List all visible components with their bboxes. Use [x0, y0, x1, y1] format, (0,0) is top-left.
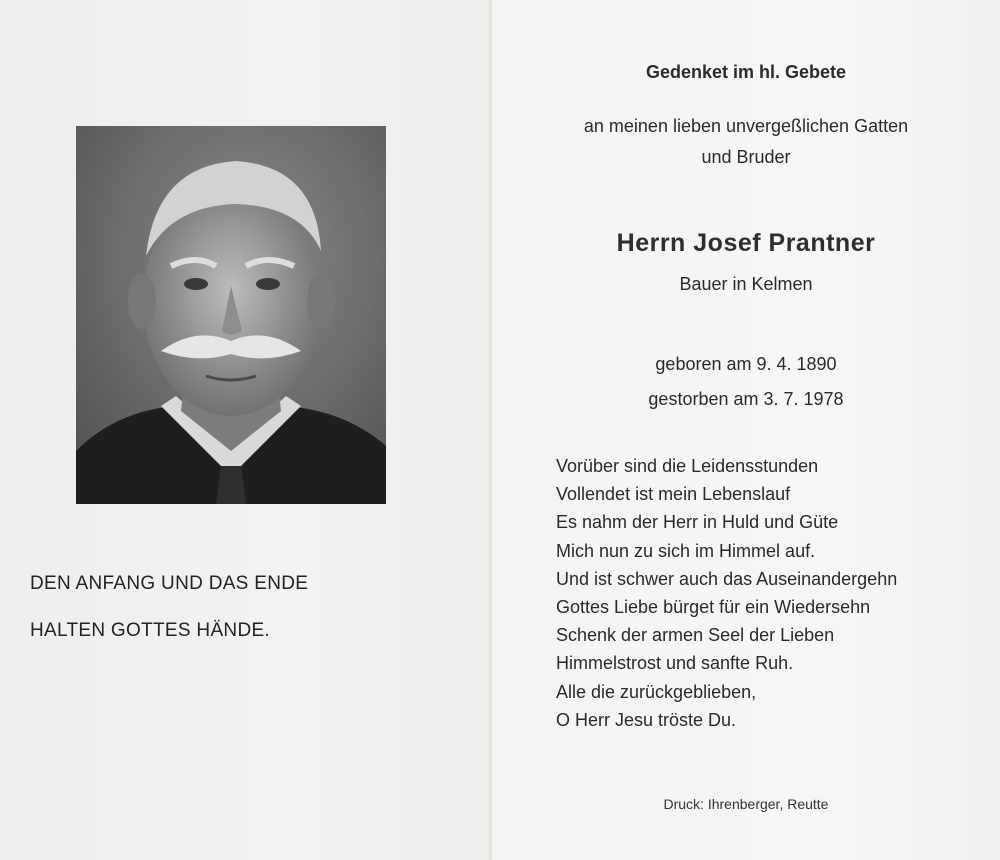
poem-line: O Herr Jesu tröste Du. [556, 709, 737, 730]
dedication-line-1: an meinen lieben unvergeßlichen Gatten [583, 116, 909, 136]
poem-line: Alle die zurückgeblieben, [556, 681, 757, 702]
poem [556, 452, 986, 734]
poem-line: Gottes Liebe bürget für ein Wiedersehn [556, 596, 871, 617]
printer-credit: Druck: Ihrenberger, Reutte [663, 796, 829, 812]
motto-line-1: DEN ANFANG UND DAS ENDE [30, 573, 309, 594]
poem-line: Schenk der armen Seel der Lieben [556, 625, 835, 646]
deceased-name: Herrn Josef Prantner [616, 229, 876, 257]
birth-date: geboren am 9. 4. 1890 [655, 354, 837, 374]
occupation: Bauer in Kelmen [679, 274, 813, 294]
left-page [0, 0, 490, 860]
poem-line: Himmelstrost und sanfte Ruh. [556, 653, 794, 674]
dedication-line-2: und Bruder [701, 147, 791, 167]
poem-line: Vorüber sind die Leidensstunden [556, 456, 819, 476]
heading: Gedenket im hl. Gebete [645, 62, 847, 82]
portrait-photo [76, 126, 386, 504]
poem-line: Mich nun zu sich im Himmel auf. [556, 540, 816, 561]
poem-line: Es nahm der Herr in Huld und Güte [556, 512, 839, 533]
death-date: gestorben am 3. 7. 1978 [648, 389, 844, 409]
poem-line: Vollendet ist mein Lebenslauf [556, 484, 791, 505]
poem-line: Und ist schwer auch das Auseinandergehn [556, 568, 898, 589]
motto-line-2: HALTEN GOTTES HÄNDE. [30, 620, 271, 641]
